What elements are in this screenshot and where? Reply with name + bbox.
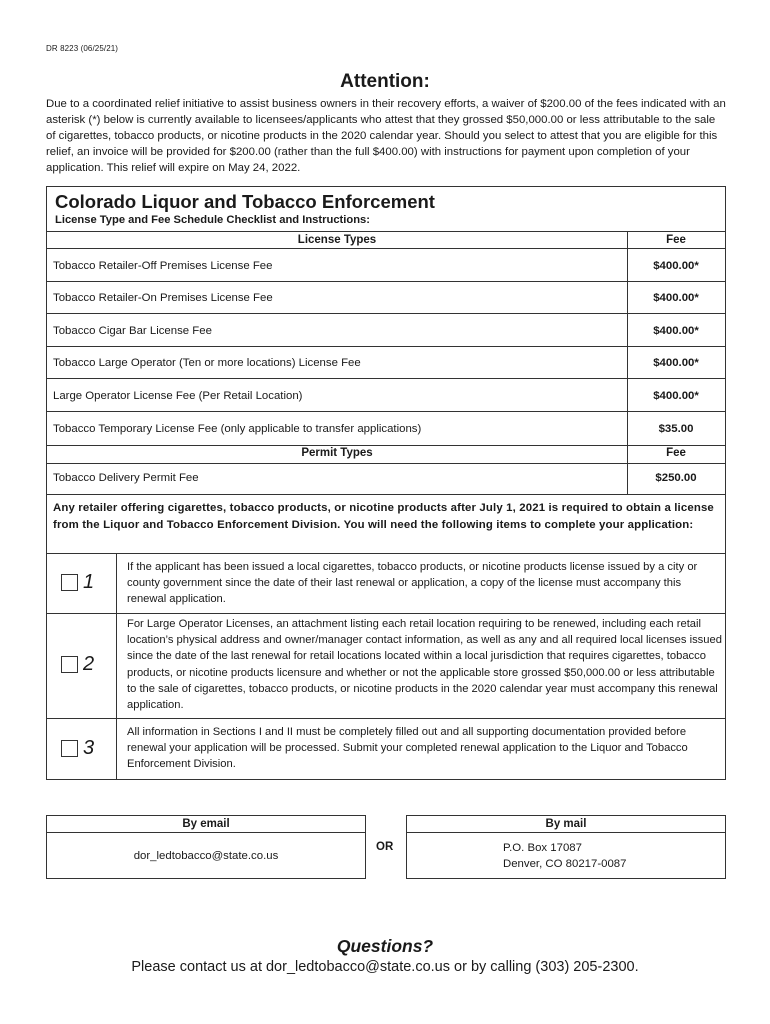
license-row-fee: $400.00*: [653, 357, 699, 369]
email-submission-box: [46, 815, 366, 879]
mailing-address-line1: P.O. Box 17087: [503, 842, 582, 854]
divider: [47, 445, 725, 446]
license-row-label: Large Operator License Fee (Per Retail Location): [53, 390, 303, 402]
submission-email[interactable]: dor_ledtobacco@state.co.us: [133, 850, 279, 862]
checklist-checkbox-2[interactable]: [61, 656, 78, 673]
attention-title: Attention:: [340, 71, 430, 92]
license-row-label: Tobacco Temporary License Fee (only applicable to transfer applications): [53, 423, 422, 435]
permit-fee-header: Fee: [666, 447, 686, 459]
checklist-item-text: If the applicant has been issued a local cigarettes, tobacco products, or nicotine products license issued by a city or county government since the date of their last renewal or application, a copy of the license must accompany this renewal application.: [127, 561, 698, 606]
checklist-number: 2: [83, 653, 95, 675]
license-fee-checklist: [46, 186, 726, 780]
license-row-label: Tobacco Cigar Bar License Fee: [53, 325, 212, 337]
email-header: By email: [47, 816, 365, 833]
divider: [47, 313, 725, 314]
permit-types-header: Permit Types: [301, 447, 373, 459]
org-title: Colorado Liquor and Tobacco Enforcement: [55, 191, 435, 212]
divider: [47, 494, 725, 495]
divider: [47, 346, 725, 347]
divider: [47, 463, 725, 464]
mailing-address: [503, 840, 626, 872]
divider: [47, 231, 725, 232]
permit-row-fee: $250.00: [655, 472, 697, 484]
divider: [47, 411, 725, 412]
license-requirement-notice: Any retailer offering cigarettes, tobacco products, or nicotine products after July 1, 2021 is required to obtain a license from the Liquor and Tobacco Enforcement Division. You will need the following items to complete your application:: [53, 502, 714, 531]
fee-header: Fee: [666, 234, 686, 246]
divider: [47, 613, 725, 614]
license-row-label: Tobacco Retailer-On Premises License Fee: [53, 292, 273, 304]
license-row-label: Tobacco Retailer-Off Premises License Fee: [53, 260, 273, 272]
column-divider: [116, 553, 117, 780]
license-row-fee: $400.00*: [653, 390, 699, 402]
license-row-fee: $400.00*: [653, 260, 699, 272]
checklist-number: 3: [83, 737, 95, 759]
license-row-label: Tobacco Large Operator (Ten or more locations) License Fee: [53, 357, 361, 369]
checklist-subtitle: License Type and Fee Schedule Checklist and Instructions:: [55, 214, 370, 226]
license-row-fee: $400.00*: [653, 292, 699, 304]
contact-info: Please contact us at dor_ledtobacco@state.co.us or by calling (303) 205-2300.: [131, 959, 639, 975]
checklist-checkbox-3[interactable]: [61, 740, 78, 757]
divider: [47, 718, 725, 719]
divider: [47, 378, 725, 379]
mail-submission-box: [406, 815, 726, 879]
or-label: OR: [376, 841, 394, 853]
checklist-checkbox-1[interactable]: [61, 574, 78, 591]
checklist-item-text: For Large Operator Licenses, an attachment listing each retail location requiring to be renewed, including each retail location’s physical address and owner/manager contact information, as well as any and all required local licenses issued since the date of the last renewal for retail locations located within a local jurisdiction that requires cigarettes, tobacco products, or nicotine products licensure and whether or not the applicable store grossed $50,000.00 or less attributable to the sale of cigarettes, tobacco products, or nicotine products in the 2020 calendar year must accompany this renewal application.: [127, 618, 722, 712]
divider: [47, 281, 725, 282]
license-row-fee: $400.00*: [653, 325, 699, 337]
license-types-header: License Types: [297, 234, 377, 246]
attention-body: Due to a coordinated relief initiative to assist business owners in their recovery efforts, a waiver of $200.00 of the fees indicated with an asterisk (*) below is currently available to licensees/applicants who attest that they grossed $50,000.00 or less attributable to the sale of cigarettes, tobacco products, or nicotine products in the 2020 calendar year. Should you select to attest that you are eligible for this relief, an invoice will be provided for $200.00 (rather than the full $400.00) with instructions for payment upon completion of your application. This relief will expire on May 24, 2022.: [46, 98, 726, 174]
license-row-fee: $35.00: [658, 423, 694, 435]
divider: [47, 553, 725, 554]
mail-header: By mail: [407, 816, 725, 833]
questions-heading: Questions?: [336, 936, 434, 956]
divider: [47, 248, 725, 249]
form-id: DR 8223 (06/25/21): [46, 44, 119, 53]
checklist-number: 1: [83, 571, 95, 593]
permit-row-label: Tobacco Delivery Permit Fee: [53, 472, 199, 484]
checklist-item-text: All information in Sections I and II must be completely filled out and all supporting documentation provided before renewal your application will be processed. Submit your completed renewal application to the Liquor and Tobacco Enforcement Division.: [127, 726, 688, 771]
mailing-address-line2: Denver, CO 80217-0087: [503, 858, 627, 870]
